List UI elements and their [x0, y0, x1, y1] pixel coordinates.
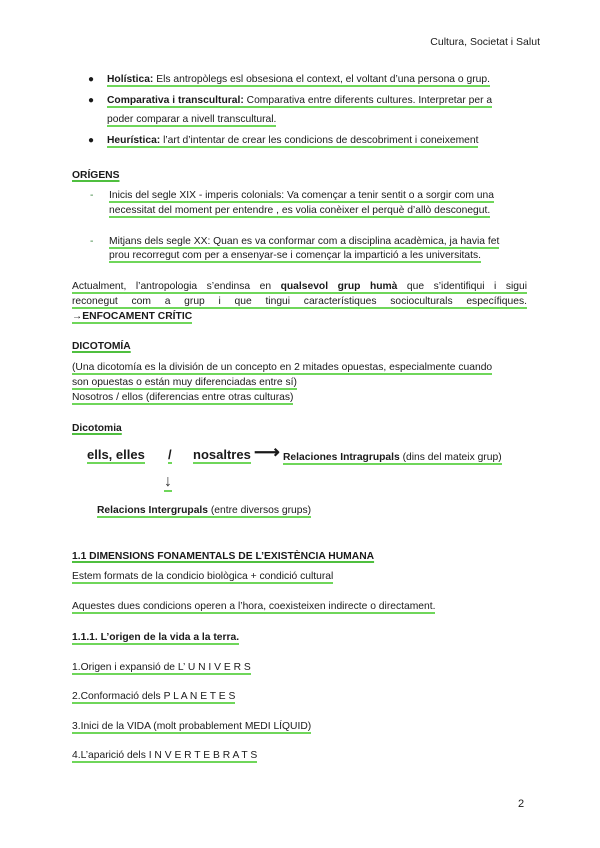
- arrow-down-icon: ↓: [164, 473, 172, 490]
- dicotomia-definition-line: son opuestas o están muy diferenciadas entre sí): [72, 377, 297, 388]
- section-heading-dicotomia: DICOTOMÍA: [72, 341, 131, 352]
- bullet-term: Heurística:: [107, 135, 161, 146]
- bullet-dot: ●: [88, 74, 95, 85]
- diagram-intragrupals: Relaciones Intragrupals (dins del mateix grup): [283, 452, 502, 463]
- diagram-term-ells: ells, elles: [87, 447, 145, 462]
- paragraph-line: Actualment, l’antropologia s’endinsa en qualsevol grup humà que s’identifiqui i sigui: [72, 281, 528, 292]
- bullet-text: Comparativa entre diferents cultures. Interpretar per a: [243, 95, 493, 106]
- origens-item-line: Mitjans dels segle XX: Quan es va conformar com a disciplina acadèmica, ja havia fet: [109, 236, 500, 247]
- origin-step: 3.Inici de la VIDA (molt probablement MEDI LÍQUID): [72, 721, 312, 732]
- subsection-heading: 1.1.1. L’origen de la vida a la terra.: [72, 632, 240, 643]
- origin-step: 2.Conformació dels P L A N E T E S: [72, 691, 236, 702]
- arrow-right-icon: ⟶: [254, 442, 280, 462]
- diagram-intergrupals: Relacions Intergrupals (entre diversos grups): [97, 505, 312, 516]
- dicotomia-definition-line: (Una dicotomía es la división de un concepto en 2 mitades opuestas, especialmente cuando: [72, 362, 493, 373]
- bullet-dot: ●: [88, 95, 95, 106]
- bullet-item: [107, 73, 490, 86]
- bullet-text: Els antropòlegs esl obsesiona el context, el voltant d’una persona o grup.: [153, 74, 490, 85]
- dash-marker: -: [90, 190, 94, 201]
- dicotomia-example-line: Nosotros / ellos (diferencias entre otras culturas): [72, 392, 294, 403]
- section-heading-dimensions: 1.1 DIMENSIONS FONAMENTALS DE L’EXISTÈNCIA HUMANA: [72, 551, 375, 562]
- origens-item-line: prou recorregut com per a ensenyar-se i començar la impartició a les universitats.: [109, 250, 481, 261]
- bullet-term: Holística:: [107, 74, 154, 85]
- bullet-text: l’art d’intentar de crear les condicions de descobriment i coneixement: [160, 135, 479, 146]
- header-title: Cultura, Societat i Salut: [430, 36, 540, 48]
- origin-step: 1.Origen i expansió de L’ U N I V E R S: [72, 662, 251, 673]
- enfocament-critic: →ENFOCAMENT CRÍTIC: [72, 311, 193, 322]
- bullet-text-continued: poder comparar a nivell transcultural.: [107, 114, 277, 125]
- paragraph-line: reconegut com a grup i que tingui característiques socioculturals específiques.: [72, 296, 527, 307]
- bullet-term: Comparativa i transcultural:: [107, 95, 244, 106]
- dicotomia-subheading: Dicotomia: [72, 423, 122, 434]
- dimensions-line: Estem formats de la condicio biològica + condició cultural: [72, 571, 334, 582]
- origin-step: 4.L’aparició dels I N V E R T E B R A T S: [72, 750, 258, 761]
- bullet-item: [107, 94, 527, 107]
- section-heading-origens: ORÍGENS: [72, 170, 120, 181]
- page-number: 2: [518, 798, 525, 810]
- origens-item-line: necessitat del moment per entendre , es volia conèixer el perquè d’allò desconegut.: [109, 205, 491, 216]
- dash-marker: -: [90, 236, 94, 247]
- dimensions-line: Aquestes dues condicions operen a l’hora, coexisteixen indirecte o directament.: [72, 601, 436, 612]
- origens-item-line: Inicis del segle XIX - imperis colonials: Va començar a tenir sentit o a sorgir com una: [109, 190, 494, 201]
- diagram-slash: /: [168, 447, 172, 462]
- diagram-term-nosaltres: nosaltres: [193, 447, 251, 462]
- bullet-dot: ●: [88, 135, 95, 146]
- bullet-item: [107, 134, 478, 147]
